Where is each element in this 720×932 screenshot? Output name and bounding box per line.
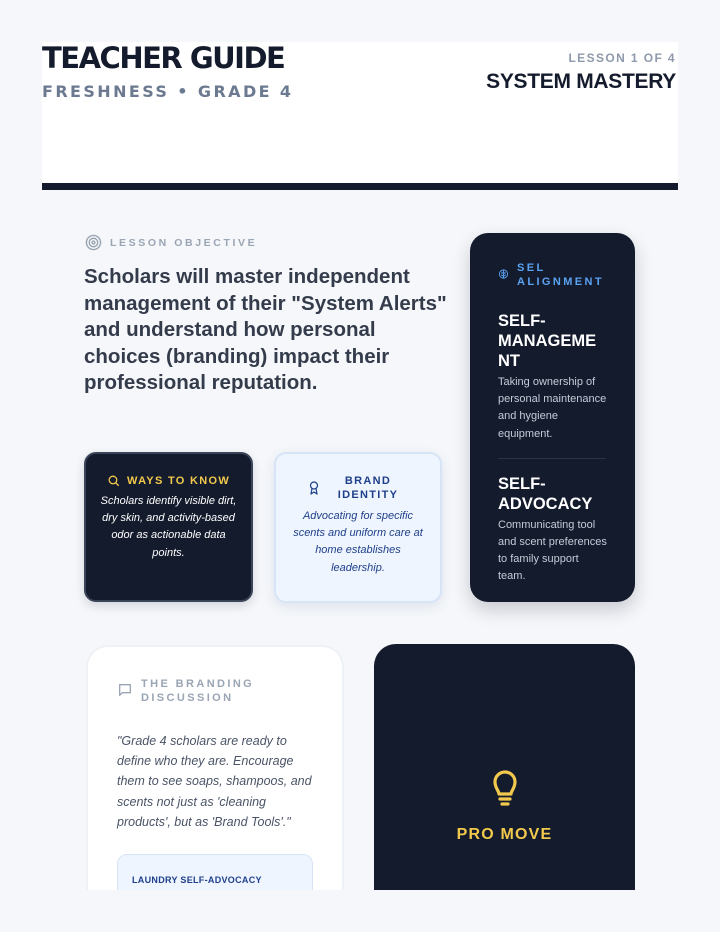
target-icon: [85, 234, 102, 251]
brand-identity-text: Advocating for specific scents and uniform care at home establishes leadership.: [293, 510, 423, 574]
branding-discussion-title: THE BRANDING DISCUSSION: [141, 678, 255, 704]
ways-to-know-title: WAYS TO KNOW: [127, 474, 230, 487]
sel-divider: [498, 458, 606, 459]
brand-identity-title: BRAND IDENTITY: [337, 475, 399, 501]
objective-label: [85, 234, 257, 251]
pro-move-title: PRO MOVE: [456, 826, 553, 843]
objective-label-text: LESSON OBJECTIVE: [110, 236, 258, 249]
objective-text: Scholars will master independent management of their "System Alerts" and understand how personal choices (branding) impact their professional reputation.: [84, 265, 447, 395]
award-icon: [308, 481, 320, 495]
lesson-name: SYSTEM MASTERY: [486, 70, 676, 93]
ways-to-know-card: [84, 452, 253, 602]
search-icon: [107, 474, 120, 487]
sel-item-title: SELF-MANAGEMENT: [498, 312, 597, 370]
discussion-quote: "Grade 4 scholars are ready to define who they are. Encourage them to see soaps, shampoos, and scents not just as 'cleaning products', but as 'Brand Tools'.": [117, 734, 312, 829]
sel-alignment-title: SEL ALIGNMENT: [517, 262, 604, 288]
page-subtitle: FRESHNESS • GRADE 4: [42, 82, 294, 101]
lightbulb-icon: [490, 768, 520, 808]
brand-identity-card: [274, 452, 442, 603]
sel-item-self-advocacy: [498, 474, 607, 586]
sel-alignment-panel: [470, 233, 635, 602]
message-square-icon: [117, 682, 133, 698]
brain-icon: [498, 267, 509, 281]
page-title: TEACHER GUIDE: [42, 41, 285, 75]
sel-item-title: SELF-ADVOCACY: [498, 474, 593, 513]
sel-item-text: Taking ownership of personal maintenance and hygiene equipment.: [498, 376, 607, 440]
sel-item-self-management: [498, 311, 607, 443]
page-bottom-margin: [0, 890, 720, 932]
lesson-number: LESSON 1 OF 4: [568, 51, 676, 65]
ways-to-know-text: Scholars identify visible dirt, dry skin, and activity-based odor as actionable data points.: [100, 495, 237, 559]
branding-discussion-card: [86, 645, 344, 932]
pro-move-card: [374, 644, 635, 932]
laundry-self-advocacy-title: LAUNDRY SELF-ADVOCACY: [132, 875, 262, 886]
sel-item-text: Communicating tool and scent preferences to family support team.: [498, 518, 607, 583]
